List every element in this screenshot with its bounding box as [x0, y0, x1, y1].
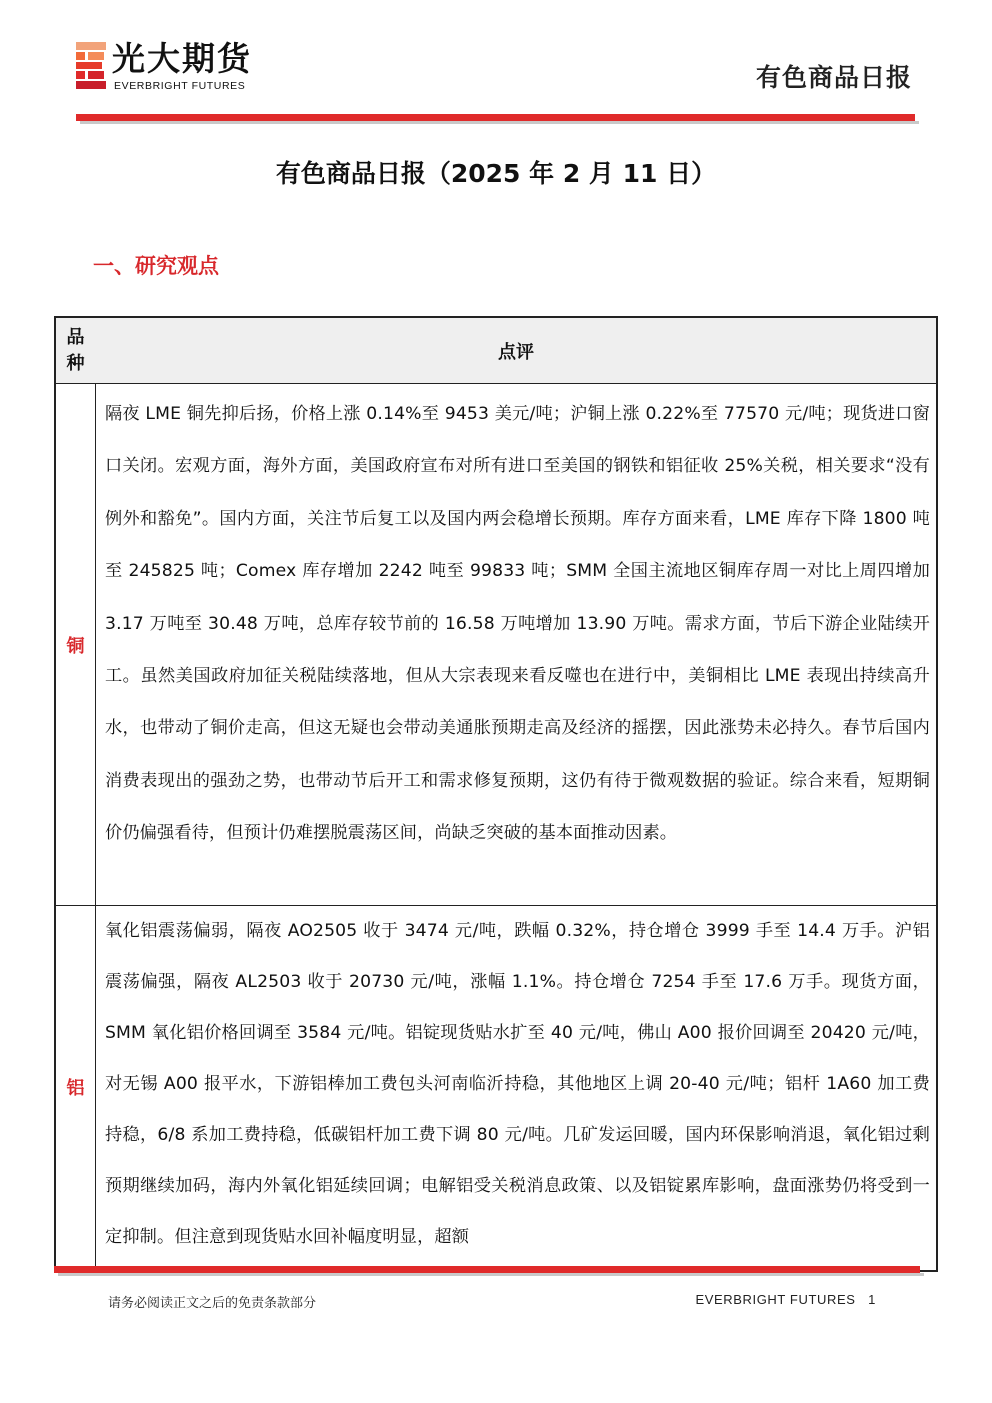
footer-brand-page: [695, 1292, 876, 1307]
table-row-aluminium: [56, 906, 936, 1272]
logo-chinese-name: 光大期货: [112, 39, 252, 78]
company-logo: [76, 39, 296, 98]
table-row-copper: [56, 384, 936, 906]
logo-english-name: EVERBRIGHT FUTURES: [114, 80, 246, 92]
logo-mark-icon: [76, 42, 106, 98]
footer-divider: [54, 1266, 920, 1276]
section-heading: 一、研究观点: [93, 254, 219, 278]
table-header-row: [56, 318, 936, 384]
document-title: 有色商品日报（2025 年 2 月 11 日）: [275, 159, 717, 188]
footer-brand: EVERBRIGHT FUTURES: [695, 1292, 856, 1307]
header-variety: 品种: [66, 327, 85, 374]
header-report-name: 有色商品日报: [755, 63, 912, 92]
footer-disclaimer: 请务必阅读正文之后的免责条款部分: [108, 1296, 317, 1311]
commentary-table: [54, 316, 938, 1272]
comment-cell: 隔夜 LME 铜先抑后扬，价格上涨 0.14%至 9453 美元/吨；沪铜上涨 0.22%至 77570 元/吨；现货进口窗口关闭。宏观方面，海外方面，美国政府宣布对所有进口至美国的钢铁和铝征收 25%关税，相关要求“没有例外和豁免”。国内方面，关注节后复工以及国内两会稳增长预期。库存方面来看，LME 库存下降 1800 吨至 245825 吨；Comex 库存增加 2242 吨至 99833 吨；SMM 全国主流地区铜库存周一对比上周四增加 3.17 万吨至 30.48 万吨，总库存较节前的 16.58 万吨增加 13.90 万吨。需求方面，节后下游企业陆续开工。虽然美国政府加征关税陆续落地，但从大宗表现来看反噬也在进行中，美铜相比 LME 表现出持续高升水，也带动了铜价走高，但这无疑也会带动美通胀预期走高及经济的摇摆，因此涨势未必持久。春节后国内消费表现出的强劲之势，也带动节后开工和需求修复预期，这仍有待于微观数据的验证。综合来看，短期铜价仍偏强看待，但预计仍难摆脱震荡区间，尚缺乏突破的基本面推动因素。: [105, 404, 930, 844]
header-divider: [76, 114, 915, 124]
comment-cell: 氧化铝震荡偏弱，隔夜 AO2505 收于 3474 元/吨，跌幅 0.32%，持仓增仓 3999 手至 14.4 万手。沪铝震荡偏强，隔夜 AL2503 收于 20730 元/吨，涨幅 1.1%。持仓增仓 7254 手至 17.6 万手。现货方面，SMM 氧化铝价格回调至 3584 元/吨。铝锭现货贴水扩至 40 元/吨，佛山 A00 报价回调至 20420 元/吨，对无锡 A00 报平水，下游铝棒加工费包头河南临沂持稳，其他地区上调 20-40 元/吨；铝杆 1A60 加工费持稳，6/8 系加工费持稳，低碳铝杆加工费下调 80 元/吨。几矿发运回暖，国内环保影响消退，氧化铝过剩预期继续加码，海内外氧化铝延续回调；电解铝受关税消息政策、以及铝锭累库影响，盘面涨势仍将受到一定抑制。但注意到现货贴水回补幅度明显，超额: [105, 921, 930, 1247]
variety-cell: 铜: [66, 635, 85, 657]
variety-cell: 铝: [66, 1078, 85, 1099]
page-number: 1: [868, 1292, 876, 1307]
header-comment: 点评: [498, 342, 534, 363]
